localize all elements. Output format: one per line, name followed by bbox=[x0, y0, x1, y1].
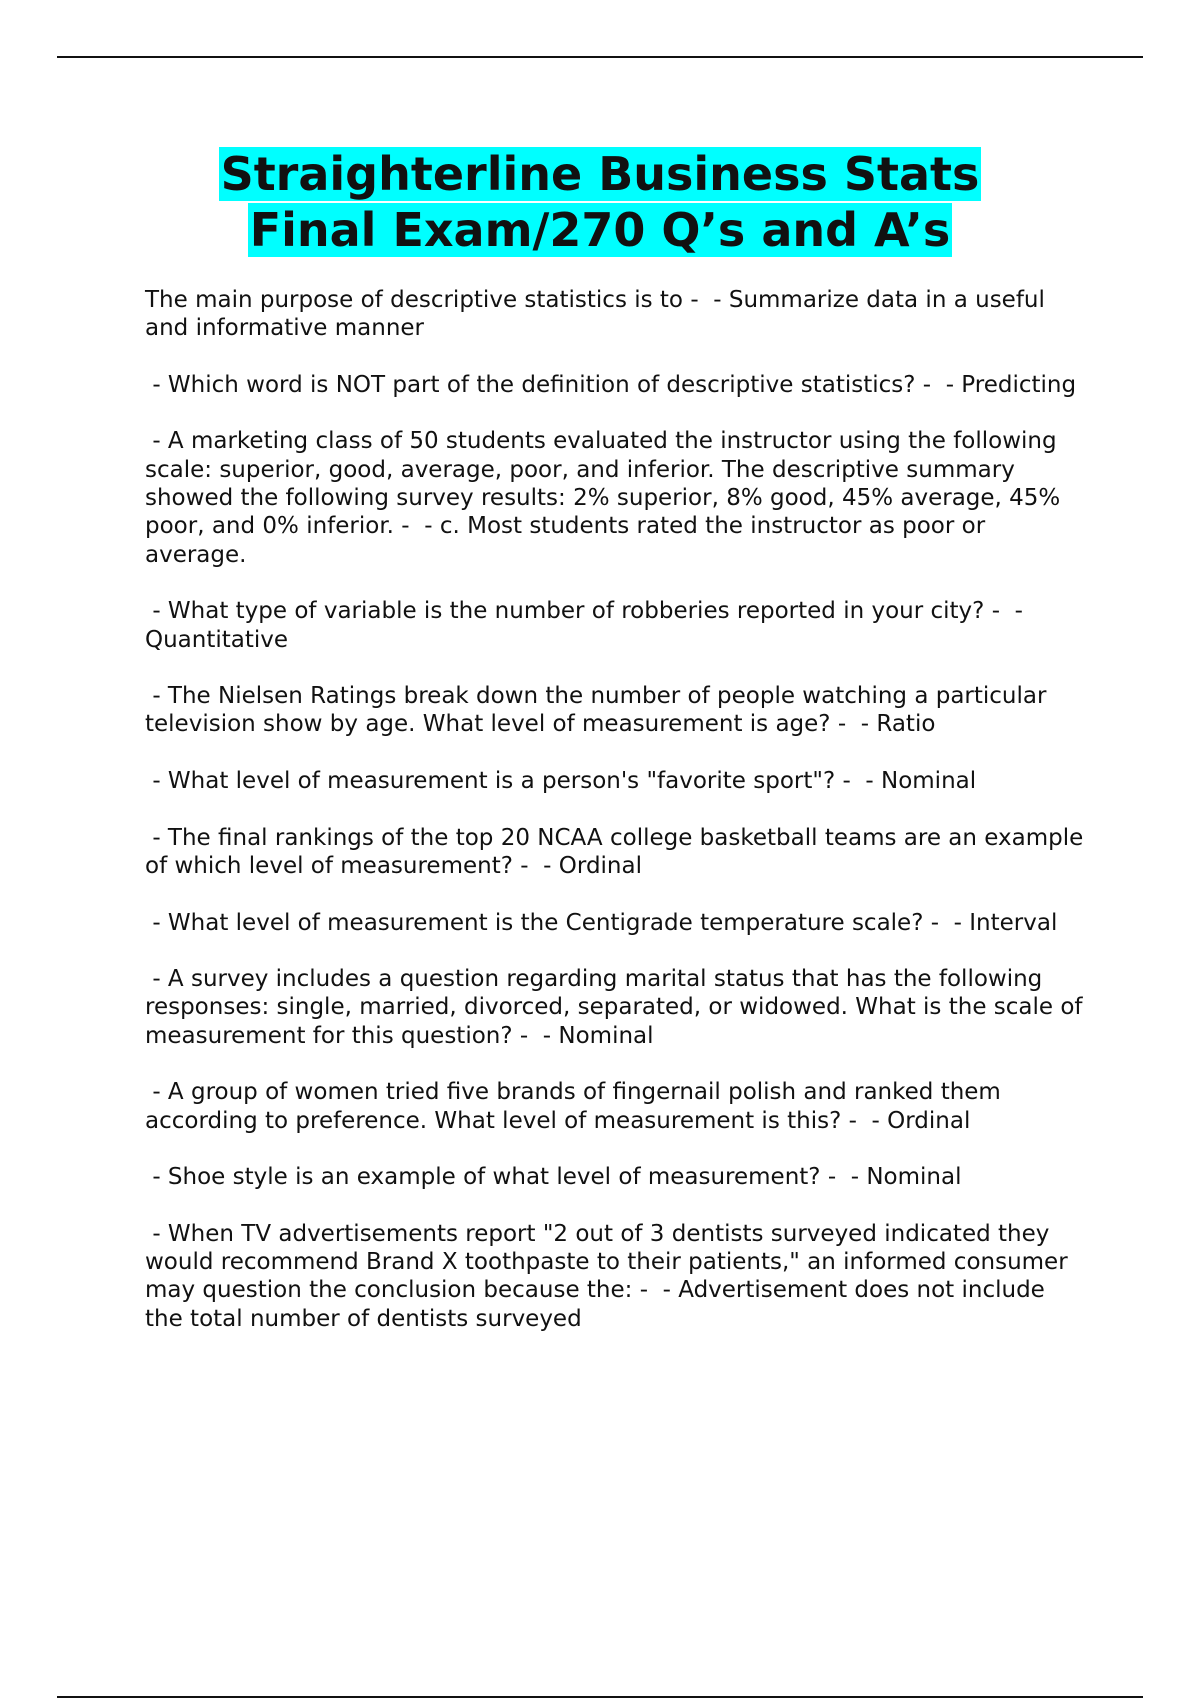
qa-entry: - When TV advertisements report "2 out of 3 dentists surveyed indicated they would recommend Brand X toothpaste to their patients," an informed consumer may question the conclusion because the: - - Advertisement does not include the total number of dentists surveyed bbox=[145, 1220, 1075, 1332]
qa-entry: - The Nielsen Ratings break down the number of people watching a particular television show by age. What level of measurement is age? - - Ratio bbox=[145, 683, 1054, 738]
qa-entry: - A survey includes a question regarding marital status that has the following responses: single, married, divorced, separated, or widowed. What is the scale of measurement for this question? - - Nominal bbox=[145, 966, 1090, 1049]
qa-entry: - A group of women tried five brands of fingernail polish and ranked them according to preference. What level of measurement is this? - - Ordinal bbox=[145, 1079, 1009, 1134]
page-title bbox=[0, 146, 1200, 258]
qa-list bbox=[145, 286, 1091, 1361]
title-line-2: Final Exam/270 Q’s and A’s bbox=[249, 203, 951, 257]
qa-entry: - A marketing class of 50 students evaluated the instructor using the following scale: superior, good, average, poor, and inferior. The descriptive summary showed the following survey results: 2% superior, 8% good, 45% average, 45% poor, and 0% inferior. - - c. Most students rated the instructor as poor or average. bbox=[145, 428, 1068, 568]
qa-entry: - What level of measurement is the Centigrade temperature scale? - - Interval bbox=[145, 909, 1058, 936]
qa-entry: The main purpose of descriptive statistics is to - - Summarize data in a useful and informative manner bbox=[145, 287, 1053, 342]
qa-entry: - What level of measurement is a person's "favorite sport"? - - Nominal bbox=[145, 768, 977, 795]
document-title bbox=[0, 146, 1200, 258]
qa-entry: - What type of variable is the number of robberies reported in your city? - - Quantitative bbox=[145, 598, 1031, 653]
header-rule bbox=[57, 56, 1143, 58]
footer-rule bbox=[57, 1696, 1143, 1698]
qa-entry: - The final rankings of the top 20 NCAA college basketball teams are an example of which level of measurement? - - Ordinal bbox=[145, 824, 1091, 879]
qa-entry: - Shoe style is an example of what level of measurement? - - Nominal bbox=[145, 1164, 962, 1191]
title-line-1: Straighterline Business Stats bbox=[220, 147, 980, 201]
qa-entry: - Which word is NOT part of the definition of descriptive statistics? - - Predicting bbox=[145, 371, 1077, 398]
